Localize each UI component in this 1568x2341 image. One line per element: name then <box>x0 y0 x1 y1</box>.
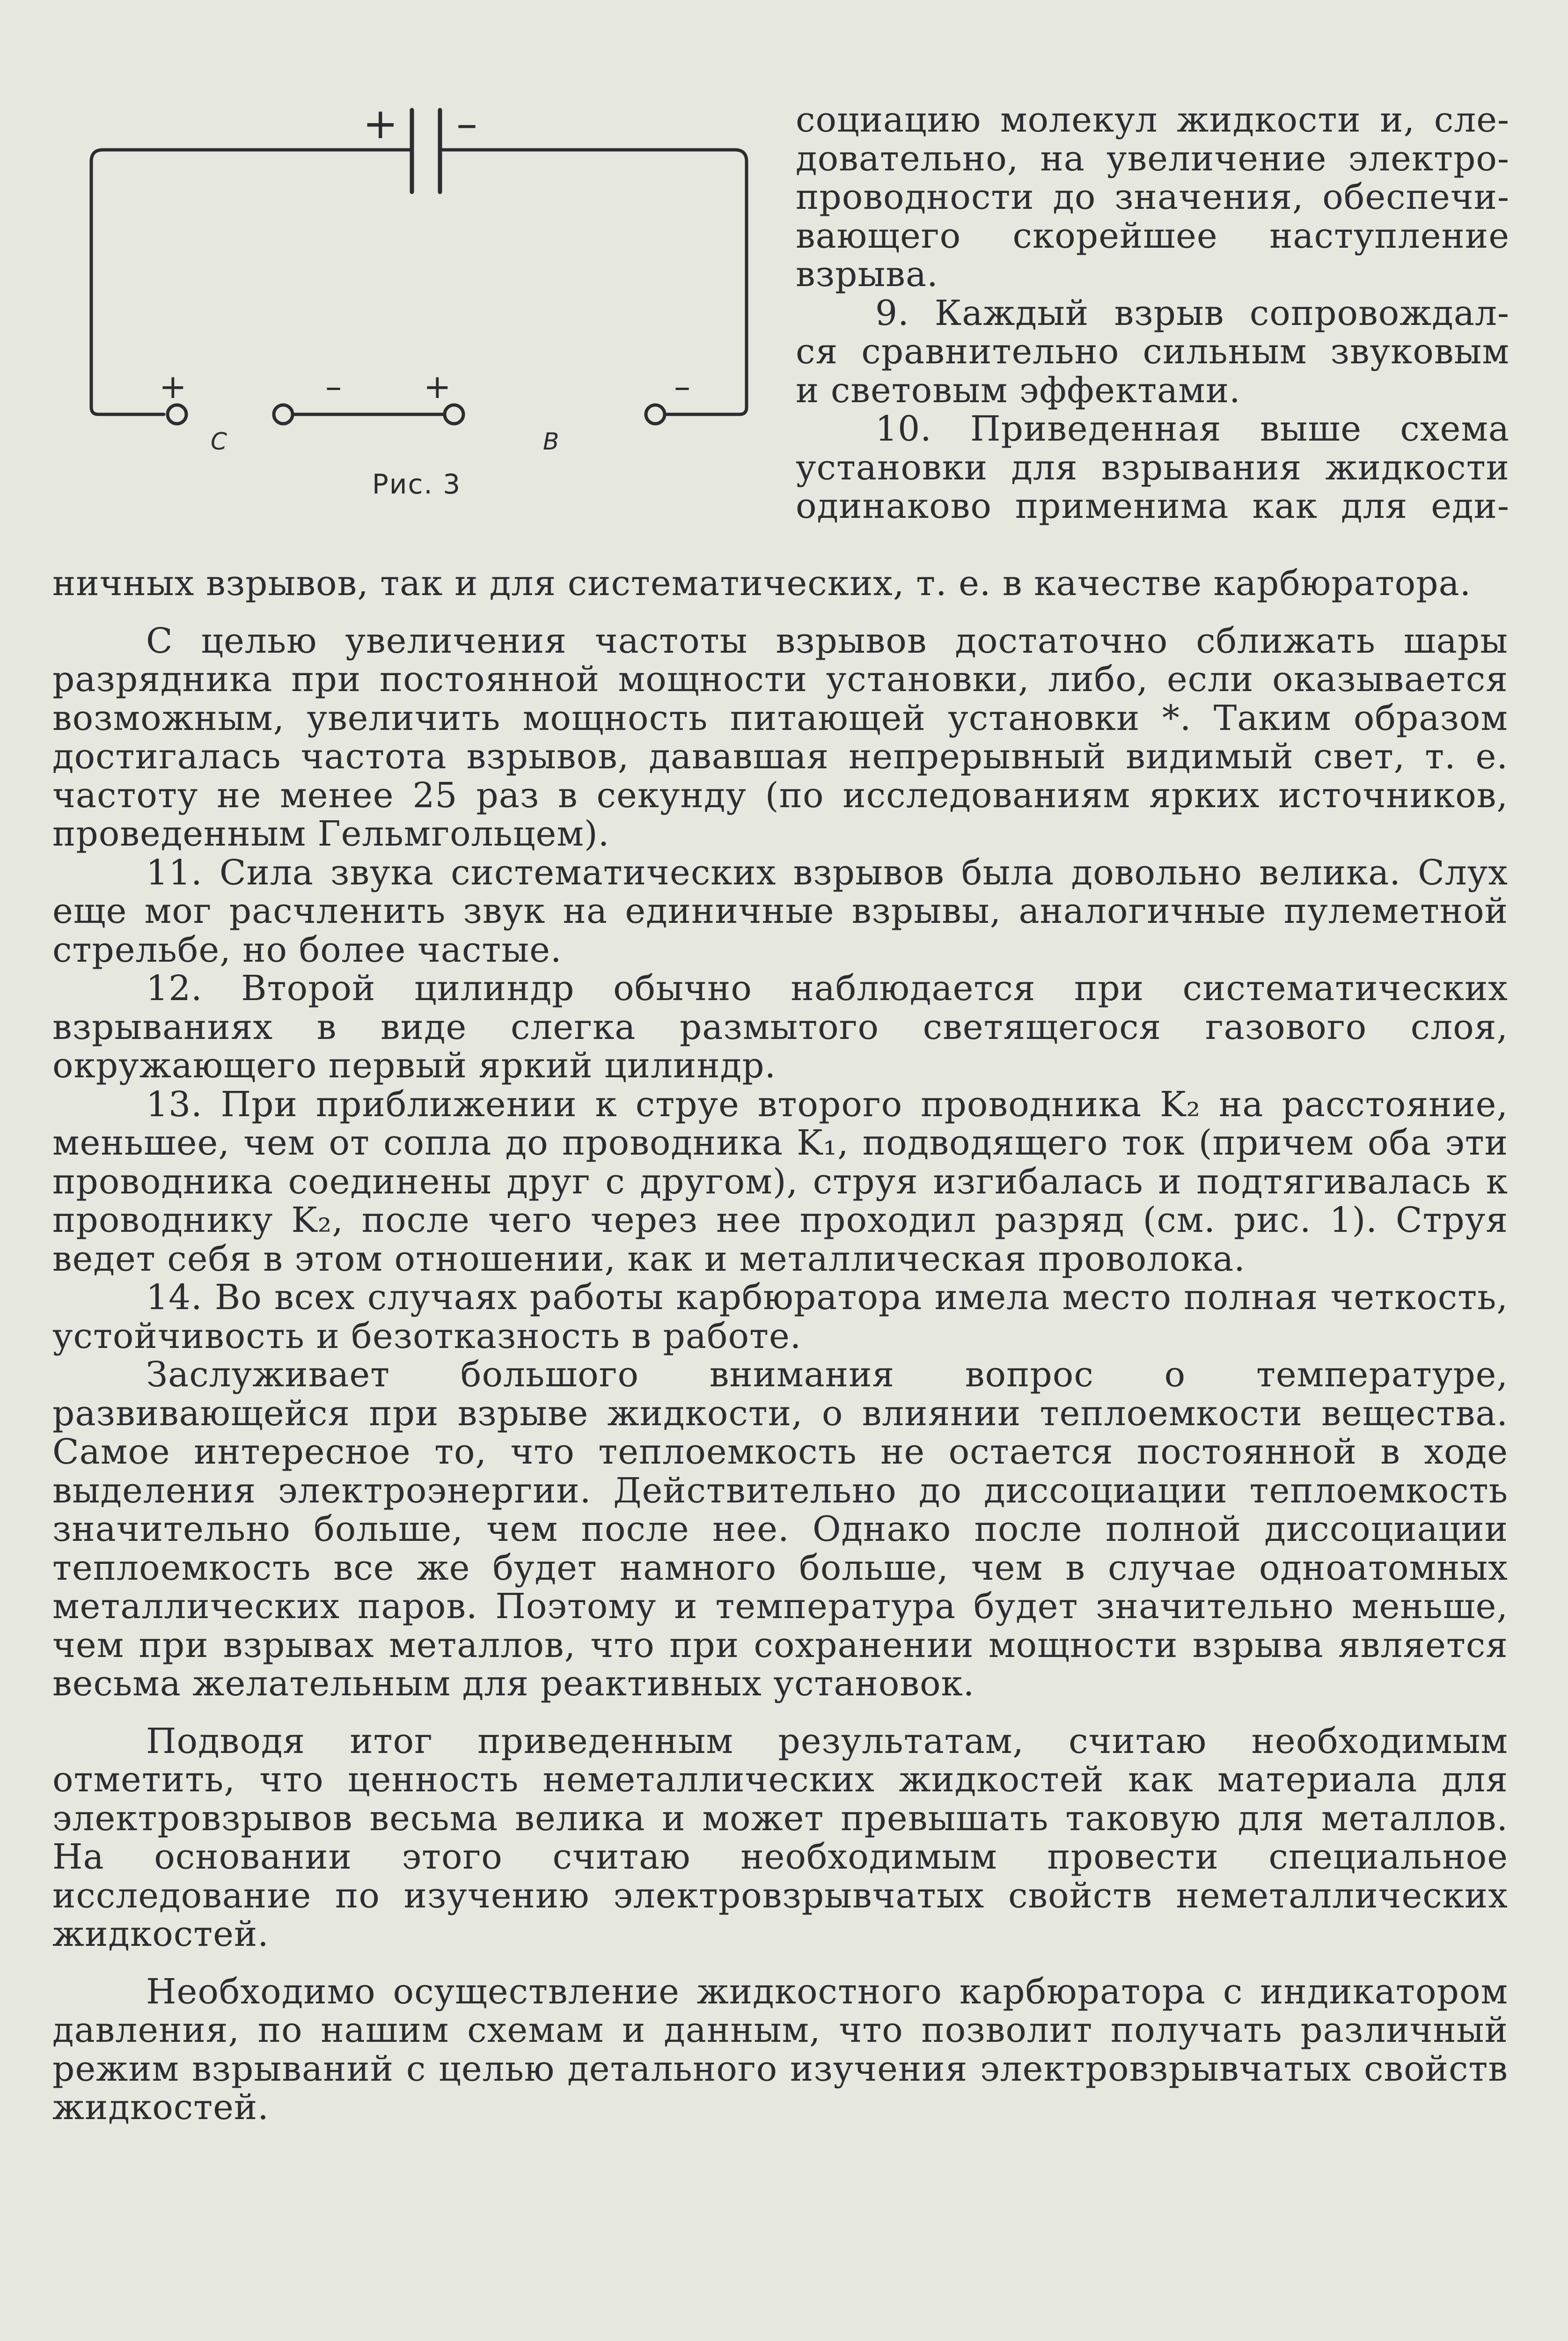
gap-b-ball-right <box>646 405 665 424</box>
gap-c-ball-right <box>274 405 293 424</box>
paragraph-final: Необходимо осуществление жидкостного карбюратора с индикатором давления, по нашим схемам и данным, что позволит получать различный режим взрываний с целью детального изучения электровзрывчатых свойств жидкостей. <box>52 1971 1508 2128</box>
wrap-line: одинаково применима как для еди- <box>796 486 1509 526</box>
paragraph-temperature: Заслуживает большого внимания вопрос о температуре, развивающейся при взрыве жидкости, о влиянии теплоемкости вещества. Самое интересное то, что теплоемкость не остается постоянной в ходе выделения электроэнергии. Действительно до диссоциации теплоемкость значительно больше, чем после нее. Однако после полной диссоциации теплоемкость все же будет намного больше, чем в случае одноатомных металлических паров. Поэтому и температура будет значительно меньше, чем при взрывах металлов, что при сохранении мощности взрыва является весьма желательным для реактивных установок. <box>52 1355 1508 1704</box>
body-text <box>52 564 1508 2127</box>
minus-b-right-label: – <box>674 368 690 406</box>
wrap-line: установки для взрывания жидкости <box>796 447 1509 488</box>
paragraph-14: 14. Во всех случаях работы карбюратора имела место полная четкость, устойчивость и безотказность в работе. <box>52 1277 1508 1356</box>
plus-top-label: + <box>363 99 398 148</box>
wrap-line: довательно, на увеличение электро- <box>796 138 1509 179</box>
wrap-line: социацию молекул жидкости и, сле- <box>796 100 1509 140</box>
minus-c-right-label: – <box>325 368 342 406</box>
figure-caption: Рис. 3 <box>372 468 462 500</box>
minus-top-label: – <box>456 99 477 148</box>
wrap-line: ся сравнительно сильным звуковым <box>796 331 1509 372</box>
paragraph-11: 11. Сила звука систематических взрывов была довольно велика. Слух еще мог расчленить звук на единичные взрывы, аналогичные пулеметной стрельбе, но более частые. <box>52 852 1508 970</box>
wire-left <box>91 150 412 414</box>
letter-b-label: B <box>543 428 559 455</box>
wrap-line: проводности до значения, обеспечи- <box>796 177 1509 217</box>
gap-b-ball-left <box>445 405 463 424</box>
circuit-figure <box>70 84 754 515</box>
letter-c-label: C <box>211 428 227 455</box>
wrap-column <box>796 101 1509 526</box>
wrap-line: вающего скорейшее наступление <box>796 215 1509 256</box>
wire-right <box>440 150 747 414</box>
wrap-line: взрыва. <box>796 254 938 294</box>
plus-c-left-label: + <box>159 368 187 406</box>
wrap-line: 10. Приведенная выше схема <box>875 409 1509 449</box>
gap-c-ball-left <box>168 405 186 424</box>
paragraph-10-continued: ничных взрывов, так и для систематических, т. е. в качестве карбюратора. <box>52 563 1472 604</box>
plus-b-left-label: + <box>424 368 451 406</box>
paragraph-summary: Подводя итог приведенным результатам, считаю необходимым отметить, что ценность неметаллических жидкостей как материала для электровзрывов весьма велика и может превышать таковую для металлов. На основании этого считаю необходимым провести специальное исследование по изучению электровзрывчатых свойств неметаллических жидкостей. <box>52 1721 1508 1954</box>
wrap-line: и световым эффектами. <box>796 370 1241 411</box>
paragraph-frequency: С целью увеличения частоты взрывов достаточно сближать шары разрядника при постоянной мощности установки, либо, если оказывается возможным, увеличить мощность питающей установки *. Таким образом достигалась частота взрывов, дававшая непрерывный видимый свет, т. е. частоту не менее 25 раз в секунду (по исследованиям ярких источников, проведенным Гельмгольцем). <box>52 620 1508 854</box>
circuit-diagram <box>70 84 754 515</box>
paragraph-12: 12. Второй цилиндр обычно наблюдается при систематических взрываниях в виде слегка размытого светящегося газового слоя, окружающего первый яркий цилиндр. <box>52 968 1508 1086</box>
paragraph-13: 13. При приближении к струе второго проводника K₂ на расстояние, меньшее, чем от сопла до проводника K₁, подводящего ток (причем оба эти проводника соединены друг с другом), струя изгибалась и подтягивалась к проводнику K₂, после чего через нее проходил разряд (см. рис. 1). Струя ведет себя в этом отношении, как и металлическая проволока. <box>52 1084 1508 1279</box>
wrap-line: 9. Каждый взрыв сопровождал- <box>875 293 1509 333</box>
